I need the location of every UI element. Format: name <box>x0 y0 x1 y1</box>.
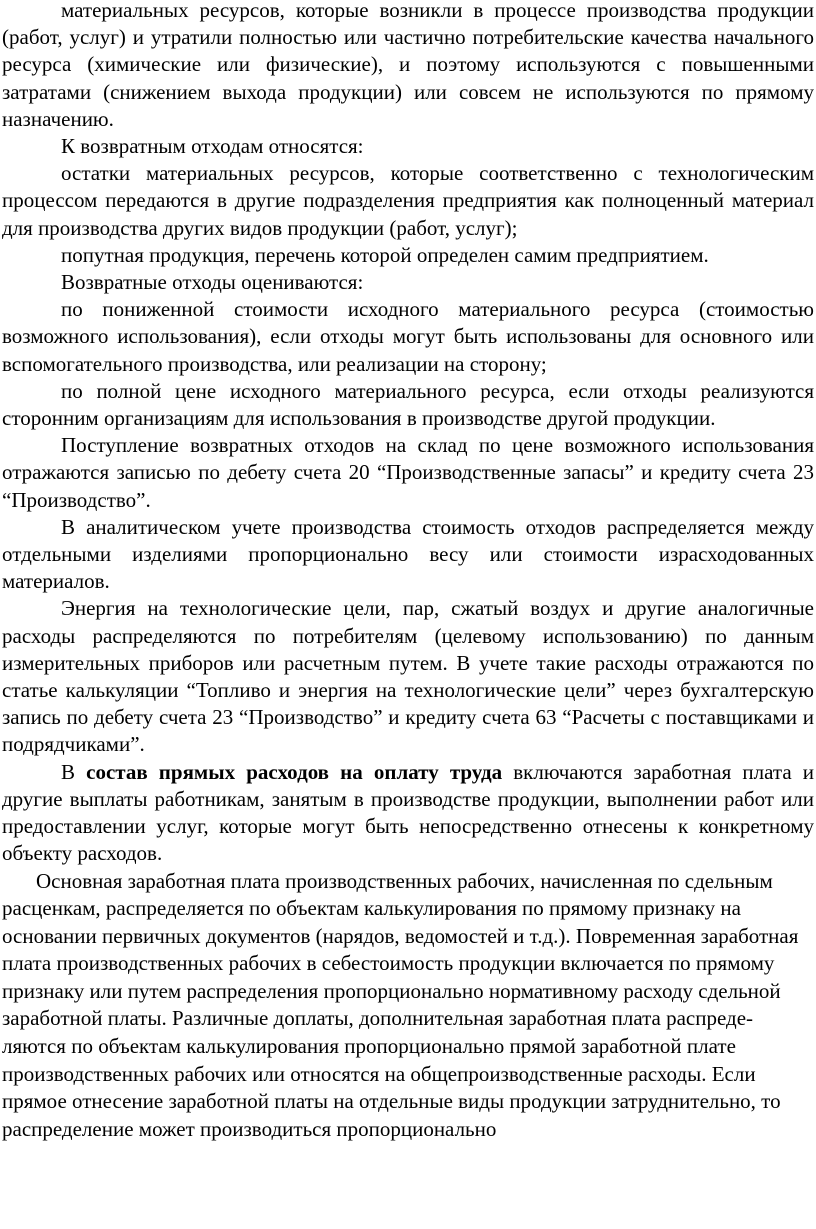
paragraph-waste-definition: материальных ресурсов, которые возникли в процессе производства продукции (работ, услуг) и утратили полностью или частично потребительские качества начального ресурса (химические или физические), и поэтому используются с повышенными затратами (снижением выхода продукции) или совсем не используются по прямому назначению. <box>2 0 814 131</box>
paragraph-energy-costs: Энергия на технологические цели, пар, сжатый воздух и другие аналогичные расходы распределяются по потребителям (целевому использованию) по данным измерительных приборов или расчетным путем. В учете такие расходы отражаются по статье калькуляции “Топливо и энергия на технологические цели” через бухгалтерскую запись по дебету счета 23 “Производство” и кредиту счета 63 “Расчеты с поставщиками и подрядчиками”. <box>2 596 814 757</box>
paragraph-material-remains: остатки материальных ресурсов, которые соответственно с технологическим процессом передаются в другие подразделения предприятия как полноценный материал для производства других видов продукции (работ, услуг); <box>2 161 814 240</box>
paragraph-full-price: по полной цене исходного материального ресурса, если отходы реализуются сторонним организациям для использования в производстве другой продукции. <box>2 378 814 431</box>
paragraph-labor-costs <box>2 759 814 868</box>
paragraph-byproducts: попутная продукция, перечень которой определен самим предприятием. <box>61 242 709 267</box>
paragraph-warehouse-receipt: Поступление возвратных отходов на склад по цене возможного использования отражаются записью по дебету счета 20 “Производственные запасы” и кредиту счета 23 “Производство”. <box>2 433 814 512</box>
labor-prefix: В <box>61 759 87 784</box>
paragraph-reduced-cost: по пониженной стоимости исходного материального ресурса (стоимостью возможного использования), если отходы могут быть использованы для основного или вспомогательного производства, или реализации на сторону; <box>2 297 814 376</box>
paragraph-returnable-waste-intro: К возвратным отходам относятся: <box>61 134 364 159</box>
paragraph-wage-distribution: Основная заработная плата производственных рабочих, начисленная по сдельным расценкам, распределяется по объектам калькулирования по прямому признаку на основании первичных документов (нарядов, ведомостей и т.д.). Повременная заработная плата производственных рабочих в себестоимость продукции включается по прямому признаку или путем распределения пропорционально нормативному расходу сдельной заработной платы. Различные доплаты, дополнительная заработная плата распреде-ляются по объектам калькулирования пропорционально прямой заработной плате производственных рабочих или относятся на общепроизводственные расходы. Если прямое отнесение заработной платы на отдельные виды продукции затруднительно, то распределение может производиться пропорционально <box>2 868 799 1141</box>
labor-suffix: включаются заработная плата и другие выплаты работникам, занятым в производстве продукции, выполнении работ или предоставлении услуг, которые могут быть непосредственно отнесены к конкретному объекту расходов. <box>2 759 814 866</box>
paragraph-valuation-intro: Возвратные отходы оцениваются: <box>61 270 364 295</box>
labor-bold-term: состав прямых расходов на оплату труда <box>86 759 503 784</box>
paragraph-analytical-accounting: В аналитическом учете производства стоимость отходов распределяется между отдельными изделиями пропорционально весу или стоимости израсходованных материалов. <box>2 514 814 594</box>
